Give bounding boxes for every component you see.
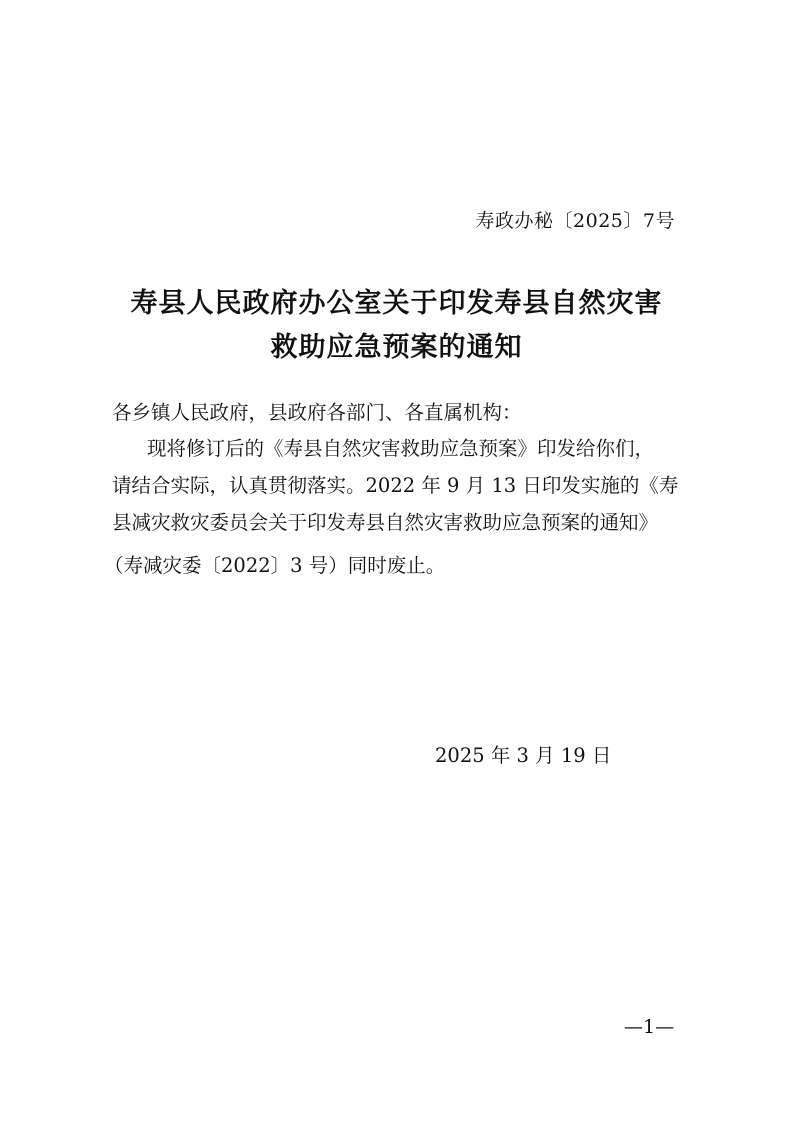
issue-date: 2025 年 3 月 19 日 — [435, 744, 612, 767]
body-line: 县减灾救灾委员会关于印发寿县自然灾害救助应急预案的通知》 — [112, 511, 659, 534]
document-title-line-2: 救助应急预案的通知 — [270, 332, 523, 363]
salutation: 各乡镇人民政府，县政府各部门、各直属机构： — [112, 401, 522, 424]
page-number: —1— — [624, 1016, 675, 1038]
body-line: 请结合实际，认真贯彻落实。2022 年 9 月 13 日印发实施的《寿 — [112, 474, 679, 497]
body-line: （寿减灾委〔2022〕3 号）同时废止。 — [104, 554, 446, 577]
body-line: 现将修订后的《寿县自然灾害救助应急预案》印发给你们， — [147, 437, 655, 460]
document-number: 寿政办秘〔2025〕7号 — [475, 210, 675, 232]
document-title-line-1: 寿县人民政府办公室关于印发寿县自然灾害 — [130, 288, 663, 319]
